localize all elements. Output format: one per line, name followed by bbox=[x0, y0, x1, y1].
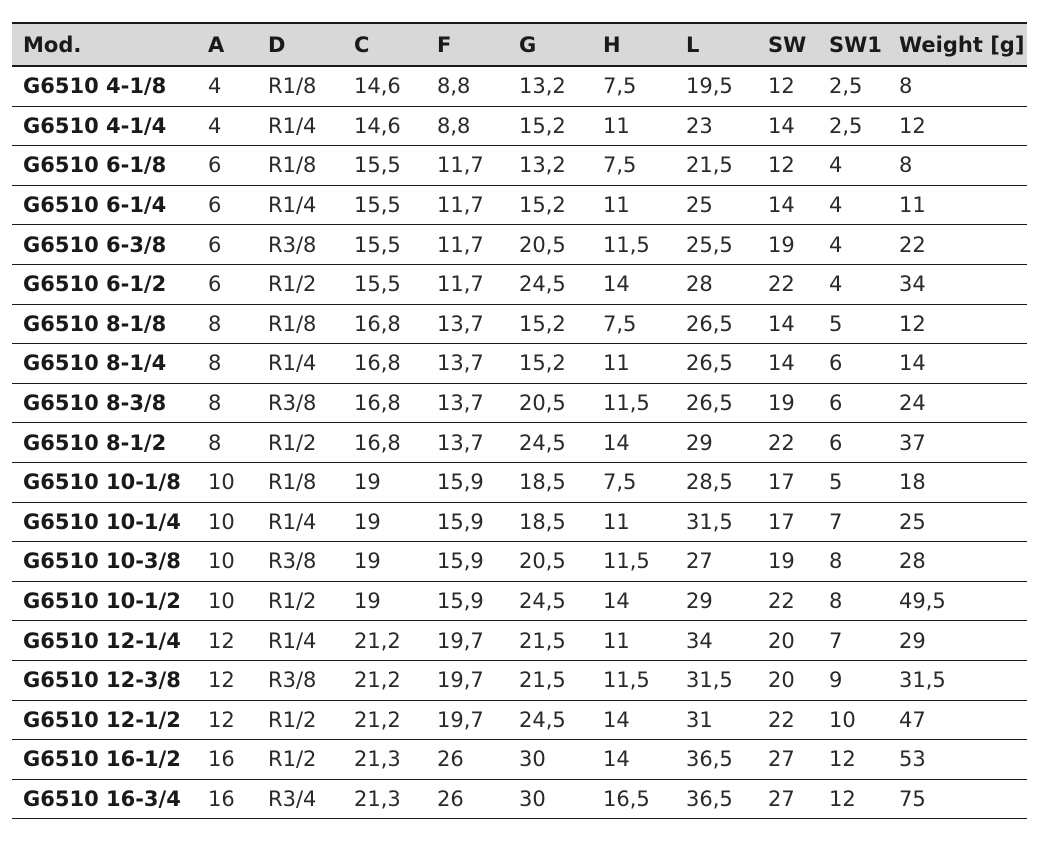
value-cell: 30 bbox=[508, 740, 592, 780]
value-cell: 53 bbox=[888, 740, 1027, 780]
value-cell: 4 bbox=[197, 106, 257, 146]
header-weight: Weight [g] bbox=[899, 32, 1025, 57]
value-cell: 6 bbox=[818, 344, 888, 384]
value-cell: 25 bbox=[675, 185, 757, 225]
model-cell: G6510 6-3/8 bbox=[12, 225, 197, 265]
value-cell: 14 bbox=[757, 185, 818, 225]
value-cell: 11 bbox=[592, 502, 675, 542]
model-cell: G6510 10-1/2 bbox=[12, 581, 197, 621]
header-row bbox=[12, 23, 1027, 66]
value-cell: 19 bbox=[757, 225, 818, 265]
value-cell: 24 bbox=[888, 383, 1027, 423]
value-cell: 16,8 bbox=[343, 383, 426, 423]
model-cell: G6510 12-1/2 bbox=[12, 700, 197, 740]
value-cell: 28,5 bbox=[675, 462, 757, 502]
model-cell: G6510 10-3/8 bbox=[12, 542, 197, 582]
value-cell: 5 bbox=[818, 304, 888, 344]
value-cell: 22 bbox=[757, 700, 818, 740]
model-cell: G6510 8-1/2 bbox=[12, 423, 197, 463]
value-cell: 13,7 bbox=[426, 304, 508, 344]
value-cell: 36,5 bbox=[675, 779, 757, 819]
value-cell: 15,9 bbox=[426, 581, 508, 621]
value-cell: 22 bbox=[757, 264, 818, 304]
header-sw: SW bbox=[768, 32, 807, 57]
value-cell: 12 bbox=[888, 106, 1027, 146]
value-cell: 21,2 bbox=[343, 700, 426, 740]
value-cell: 75 bbox=[888, 779, 1027, 819]
value-cell: 25,5 bbox=[675, 225, 757, 265]
value-cell: R3/8 bbox=[257, 383, 343, 423]
value-cell: 12 bbox=[818, 740, 888, 780]
value-cell: 21,5 bbox=[508, 660, 592, 700]
value-cell: 14 bbox=[592, 700, 675, 740]
value-cell: R1/4 bbox=[257, 344, 343, 384]
value-cell: R1/8 bbox=[257, 146, 343, 186]
value-cell: 34 bbox=[888, 264, 1027, 304]
model-cell: G6510 10-1/8 bbox=[12, 462, 197, 502]
value-cell: 21,5 bbox=[508, 621, 592, 661]
value-cell: 11 bbox=[592, 344, 675, 384]
value-cell: 31,5 bbox=[888, 660, 1027, 700]
value-cell: 16,8 bbox=[343, 304, 426, 344]
value-cell: 12 bbox=[757, 146, 818, 186]
value-cell: R1/8 bbox=[257, 66, 343, 106]
value-cell: 26 bbox=[426, 740, 508, 780]
value-cell: 19 bbox=[343, 502, 426, 542]
model-cell: G6510 12-3/8 bbox=[12, 660, 197, 700]
value-cell: 14 bbox=[592, 264, 675, 304]
value-cell: 49,5 bbox=[888, 581, 1027, 621]
value-cell: 24,5 bbox=[508, 700, 592, 740]
value-cell: 31,5 bbox=[675, 660, 757, 700]
value-cell: 27 bbox=[757, 740, 818, 780]
value-cell: 29 bbox=[888, 621, 1027, 661]
value-cell: 19 bbox=[343, 462, 426, 502]
value-cell: 6 bbox=[818, 383, 888, 423]
value-cell: 28 bbox=[888, 542, 1027, 582]
value-cell: R1/2 bbox=[257, 423, 343, 463]
value-cell: 6 bbox=[818, 423, 888, 463]
value-cell: 29 bbox=[675, 581, 757, 621]
value-cell: 24,5 bbox=[508, 423, 592, 463]
model-cell: G6510 4-1/4 bbox=[12, 106, 197, 146]
value-cell: 47 bbox=[888, 700, 1027, 740]
table-row bbox=[12, 264, 1027, 304]
value-cell: 14 bbox=[757, 106, 818, 146]
value-cell: 8 bbox=[197, 344, 257, 384]
value-cell: 13,7 bbox=[426, 383, 508, 423]
value-cell: 31,5 bbox=[675, 502, 757, 542]
value-cell: 10 bbox=[197, 502, 257, 542]
model-cell: G6510 6-1/4 bbox=[12, 185, 197, 225]
value-cell: 13,2 bbox=[508, 146, 592, 186]
value-cell: 5 bbox=[818, 462, 888, 502]
value-cell: 15,5 bbox=[343, 225, 426, 265]
value-cell: 19 bbox=[343, 542, 426, 582]
model-cell: G6510 6-1/8 bbox=[12, 146, 197, 186]
table-row bbox=[12, 225, 1027, 265]
header-g: G bbox=[519, 32, 537, 57]
header-d: D bbox=[268, 32, 286, 57]
value-cell: 8 bbox=[818, 581, 888, 621]
value-cell: 15,5 bbox=[343, 146, 426, 186]
value-cell: R3/8 bbox=[257, 225, 343, 265]
model-cell: G6510 16-1/2 bbox=[12, 740, 197, 780]
table-row bbox=[12, 304, 1027, 344]
value-cell: 11,5 bbox=[592, 225, 675, 265]
value-cell: 8 bbox=[197, 383, 257, 423]
value-cell: 24,5 bbox=[508, 581, 592, 621]
value-cell: 11 bbox=[592, 621, 675, 661]
value-cell: 15,2 bbox=[508, 106, 592, 146]
value-cell: R1/8 bbox=[257, 304, 343, 344]
value-cell: 12 bbox=[197, 621, 257, 661]
value-cell: 16,8 bbox=[343, 344, 426, 384]
value-cell: 10 bbox=[197, 542, 257, 582]
value-cell: 16,8 bbox=[343, 423, 426, 463]
table-row bbox=[12, 185, 1027, 225]
value-cell: 7,5 bbox=[592, 146, 675, 186]
table-row bbox=[12, 779, 1027, 819]
value-cell: 8 bbox=[888, 146, 1027, 186]
model-cell: G6510 8-1/8 bbox=[12, 304, 197, 344]
value-cell: 12 bbox=[818, 779, 888, 819]
table-row bbox=[12, 621, 1027, 661]
value-cell: 10 bbox=[197, 581, 257, 621]
value-cell: 12 bbox=[197, 660, 257, 700]
value-cell: 11,7 bbox=[426, 225, 508, 265]
value-cell: 11,5 bbox=[592, 660, 675, 700]
model-cell: G6510 16-3/4 bbox=[12, 779, 197, 819]
model-cell: G6510 12-1/4 bbox=[12, 621, 197, 661]
value-cell: R1/4 bbox=[257, 185, 343, 225]
value-cell: 2,5 bbox=[818, 66, 888, 106]
value-cell: 14 bbox=[592, 581, 675, 621]
value-cell: R1/8 bbox=[257, 462, 343, 502]
value-cell: 26 bbox=[426, 779, 508, 819]
value-cell: 37 bbox=[888, 423, 1027, 463]
value-cell: 22 bbox=[757, 423, 818, 463]
value-cell: 21,5 bbox=[675, 146, 757, 186]
table-row bbox=[12, 502, 1027, 542]
value-cell: 8 bbox=[818, 542, 888, 582]
value-cell: 15,2 bbox=[508, 185, 592, 225]
value-cell: 6 bbox=[197, 146, 257, 186]
value-cell: 21,2 bbox=[343, 621, 426, 661]
model-cell: G6510 4-1/8 bbox=[12, 66, 197, 106]
value-cell: 6 bbox=[197, 225, 257, 265]
table-row bbox=[12, 700, 1027, 740]
value-cell: 7,5 bbox=[592, 304, 675, 344]
value-cell: R1/4 bbox=[257, 621, 343, 661]
specifications-table bbox=[12, 22, 1027, 819]
value-cell: 11 bbox=[888, 185, 1027, 225]
value-cell: 19 bbox=[757, 383, 818, 423]
value-cell: 19 bbox=[757, 542, 818, 582]
value-cell: 4 bbox=[818, 264, 888, 304]
header-sw1: SW1 bbox=[829, 32, 882, 57]
value-cell: 4 bbox=[818, 185, 888, 225]
value-cell: 9 bbox=[818, 660, 888, 700]
value-cell: 14 bbox=[592, 740, 675, 780]
value-cell: 15,5 bbox=[343, 185, 426, 225]
value-cell: 8,8 bbox=[426, 66, 508, 106]
table-row bbox=[12, 542, 1027, 582]
value-cell: 7 bbox=[818, 621, 888, 661]
value-cell: 17 bbox=[757, 502, 818, 542]
table-row bbox=[12, 146, 1027, 186]
value-cell: 8 bbox=[197, 304, 257, 344]
model-cell: G6510 8-3/8 bbox=[12, 383, 197, 423]
value-cell: 27 bbox=[675, 542, 757, 582]
table-row bbox=[12, 344, 1027, 384]
value-cell: 22 bbox=[757, 581, 818, 621]
value-cell: 26,5 bbox=[675, 344, 757, 384]
value-cell: 13,7 bbox=[426, 344, 508, 384]
value-cell: 11,5 bbox=[592, 542, 675, 582]
value-cell: R3/8 bbox=[257, 542, 343, 582]
value-cell: 18 bbox=[888, 462, 1027, 502]
value-cell: R3/4 bbox=[257, 779, 343, 819]
model-cell: G6510 10-1/4 bbox=[12, 502, 197, 542]
value-cell: 20 bbox=[757, 660, 818, 700]
table-body bbox=[12, 66, 1027, 819]
value-cell: 7 bbox=[818, 502, 888, 542]
value-cell: 30 bbox=[508, 779, 592, 819]
header-l: L bbox=[686, 32, 700, 57]
table-header bbox=[12, 23, 1027, 66]
value-cell: 24,5 bbox=[508, 264, 592, 304]
value-cell: 11,5 bbox=[592, 383, 675, 423]
value-cell: 21,3 bbox=[343, 779, 426, 819]
value-cell: 15,9 bbox=[426, 502, 508, 542]
value-cell: R3/8 bbox=[257, 660, 343, 700]
value-cell: 14,6 bbox=[343, 66, 426, 106]
value-cell: 2,5 bbox=[818, 106, 888, 146]
header-h: H bbox=[603, 32, 621, 57]
value-cell: 18,5 bbox=[508, 462, 592, 502]
value-cell: 14 bbox=[888, 344, 1027, 384]
value-cell: 11,7 bbox=[426, 185, 508, 225]
value-cell: 14 bbox=[757, 304, 818, 344]
value-cell: 8 bbox=[197, 423, 257, 463]
header-mod: Mod. bbox=[23, 32, 82, 57]
value-cell: 12 bbox=[757, 66, 818, 106]
value-cell: 20,5 bbox=[508, 383, 592, 423]
model-cell: G6510 6-1/2 bbox=[12, 264, 197, 304]
value-cell: 8 bbox=[888, 66, 1027, 106]
value-cell: 20,5 bbox=[508, 542, 592, 582]
value-cell: 15,2 bbox=[508, 304, 592, 344]
table-row bbox=[12, 106, 1027, 146]
value-cell: 6 bbox=[197, 264, 257, 304]
table-row bbox=[12, 581, 1027, 621]
value-cell: 19,7 bbox=[426, 621, 508, 661]
value-cell: 7,5 bbox=[592, 66, 675, 106]
value-cell: 19 bbox=[343, 581, 426, 621]
value-cell: 18,5 bbox=[508, 502, 592, 542]
value-cell: 16 bbox=[197, 740, 257, 780]
value-cell: 12 bbox=[888, 304, 1027, 344]
header-c: C bbox=[354, 32, 370, 57]
value-cell: R1/4 bbox=[257, 106, 343, 146]
value-cell: 36,5 bbox=[675, 740, 757, 780]
value-cell: R1/2 bbox=[257, 264, 343, 304]
value-cell: 16 bbox=[197, 779, 257, 819]
value-cell: 15,9 bbox=[426, 542, 508, 582]
table-row bbox=[12, 740, 1027, 780]
header-f: F bbox=[437, 32, 452, 57]
value-cell: 10 bbox=[818, 700, 888, 740]
value-cell: 19,7 bbox=[426, 660, 508, 700]
value-cell: 15,5 bbox=[343, 264, 426, 304]
value-cell: 13,7 bbox=[426, 423, 508, 463]
value-cell: 11 bbox=[592, 106, 675, 146]
value-cell: 27 bbox=[757, 779, 818, 819]
value-cell: 20 bbox=[757, 621, 818, 661]
value-cell: 20,5 bbox=[508, 225, 592, 265]
model-cell: G6510 8-1/4 bbox=[12, 344, 197, 384]
value-cell: 21,3 bbox=[343, 740, 426, 780]
value-cell: 25 bbox=[888, 502, 1027, 542]
specifications-table-container bbox=[12, 22, 1027, 819]
header-a: A bbox=[208, 32, 225, 57]
value-cell: 11,7 bbox=[426, 264, 508, 304]
value-cell: 23 bbox=[675, 106, 757, 146]
value-cell: 34 bbox=[675, 621, 757, 661]
value-cell: 31 bbox=[675, 700, 757, 740]
value-cell: 26,5 bbox=[675, 383, 757, 423]
value-cell: 17 bbox=[757, 462, 818, 502]
value-cell: 4 bbox=[197, 66, 257, 106]
value-cell: 7,5 bbox=[592, 462, 675, 502]
value-cell: 19,7 bbox=[426, 700, 508, 740]
value-cell: 15,9 bbox=[426, 462, 508, 502]
value-cell: R1/2 bbox=[257, 581, 343, 621]
value-cell: 16,5 bbox=[592, 779, 675, 819]
value-cell: 14,6 bbox=[343, 106, 426, 146]
table-row bbox=[12, 660, 1027, 700]
value-cell: 14 bbox=[592, 423, 675, 463]
value-cell: 22 bbox=[888, 225, 1027, 265]
table-row bbox=[12, 462, 1027, 502]
value-cell: 21,2 bbox=[343, 660, 426, 700]
table-row bbox=[12, 383, 1027, 423]
value-cell: 11 bbox=[592, 185, 675, 225]
value-cell: 4 bbox=[818, 146, 888, 186]
table-row bbox=[12, 66, 1027, 106]
value-cell: 6 bbox=[197, 185, 257, 225]
value-cell: 13,2 bbox=[508, 66, 592, 106]
value-cell: 15,2 bbox=[508, 344, 592, 384]
value-cell: 14 bbox=[757, 344, 818, 384]
value-cell: 10 bbox=[197, 462, 257, 502]
value-cell: R1/2 bbox=[257, 740, 343, 780]
value-cell: 28 bbox=[675, 264, 757, 304]
value-cell: 19,5 bbox=[675, 66, 757, 106]
value-cell: R1/4 bbox=[257, 502, 343, 542]
value-cell: 12 bbox=[197, 700, 257, 740]
value-cell: 8,8 bbox=[426, 106, 508, 146]
value-cell: 4 bbox=[818, 225, 888, 265]
value-cell: 29 bbox=[675, 423, 757, 463]
table-row bbox=[12, 423, 1027, 463]
value-cell: R1/2 bbox=[257, 700, 343, 740]
value-cell: 11,7 bbox=[426, 146, 508, 186]
value-cell: 26,5 bbox=[675, 304, 757, 344]
